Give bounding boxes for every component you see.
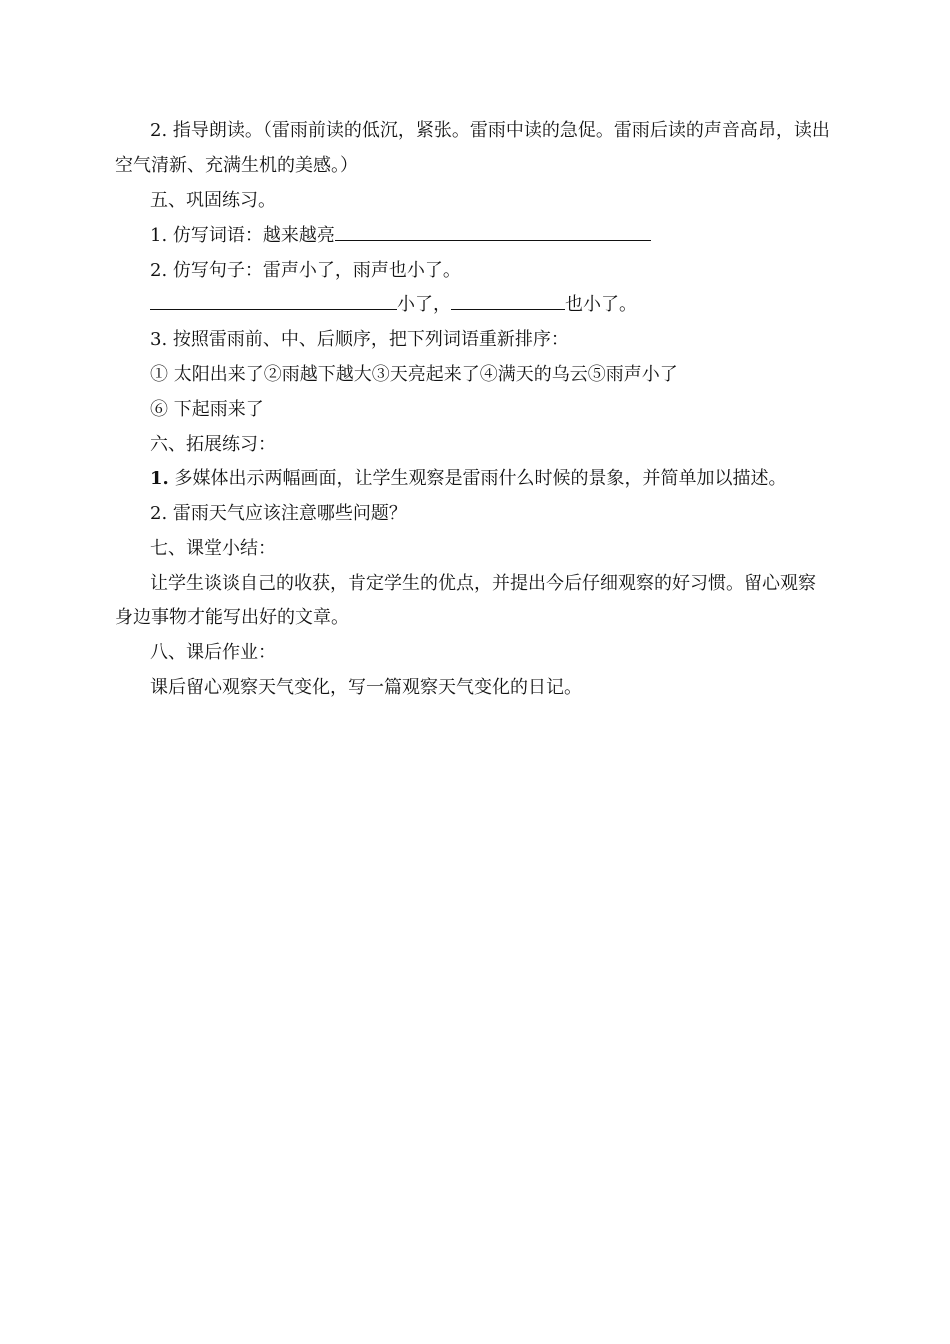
section-heading-homework <box>150 636 276 670</box>
item-text: 多媒体出示两幅画面，让学生观察是雷雨什么时候的景象，并简单加以描述。 <box>168 468 787 489</box>
heading-text: 七、课堂小结： <box>150 538 276 559</box>
item-list-text: ⑥ 下起雨来了 <box>150 399 264 420</box>
exercise-3-items-line2 <box>150 393 264 427</box>
paragraph-text: 空气清新、充满生机的美感。） <box>115 155 358 176</box>
exercise-2 <box>150 254 461 288</box>
exercise-1 <box>150 219 651 253</box>
summary-line2 <box>115 601 349 635</box>
section-heading-summary <box>150 532 276 566</box>
exercise-2-blanks <box>150 288 637 322</box>
homework-text <box>150 671 582 705</box>
summary-line1 <box>150 567 816 601</box>
exercise-3 <box>150 323 569 357</box>
section-heading-extension <box>150 428 276 462</box>
blank-suffix: 也小了。 <box>565 294 637 315</box>
section-heading-consolidation <box>150 184 276 218</box>
paragraph-text: 让学生谈谈自己的收获，肯定学生的优点，并提出今后仔细观察的好习惯。留心观察 <box>150 573 816 594</box>
item-list-text: ① 太阳出来了②雨越下越大③天亮起来了④满天的乌云⑤雨声小了 <box>150 364 678 385</box>
heading-text: 八、课后作业： <box>150 642 276 663</box>
item-text: 2. 雷雨天气应该注意哪些问题？ <box>150 503 407 524</box>
paragraph-text: 课后留心观察天气变化，写一篇观察天气变化的日记。 <box>150 677 582 698</box>
paragraph-reading-guide-line2 <box>115 149 358 183</box>
fill-in-blank <box>335 222 651 241</box>
paragraph-reading-guide-line1 <box>150 114 830 148</box>
extension-2 <box>150 497 407 531</box>
item-number: 1. <box>150 468 169 489</box>
exercise-label: 3. 按照雷雨前、中、后顺序，把下列词语重新排序： <box>150 329 569 350</box>
fill-in-blank <box>451 291 565 310</box>
heading-text: 六、拓展练习： <box>150 434 276 455</box>
heading-text: 五、巩固练习。 <box>150 190 276 211</box>
paragraph-text: 2. 指导朗读。（雷雨前读的低沉，紧张。雷雨中读的急促。雷雨后读的声音高昂，读出 <box>150 120 830 141</box>
exercise-label: 1. 仿写词语：越来越亮 <box>150 225 335 246</box>
blank-suffix: 小了， <box>397 294 451 315</box>
paragraph-text: 身边事物才能写出好的文章。 <box>115 607 349 628</box>
fill-in-blank <box>150 291 397 310</box>
exercise-label: 2. 仿写句子：雷声小了，雨声也小了。 <box>150 260 461 281</box>
extension-1 <box>150 462 787 496</box>
exercise-3-items-line1 <box>150 358 678 392</box>
